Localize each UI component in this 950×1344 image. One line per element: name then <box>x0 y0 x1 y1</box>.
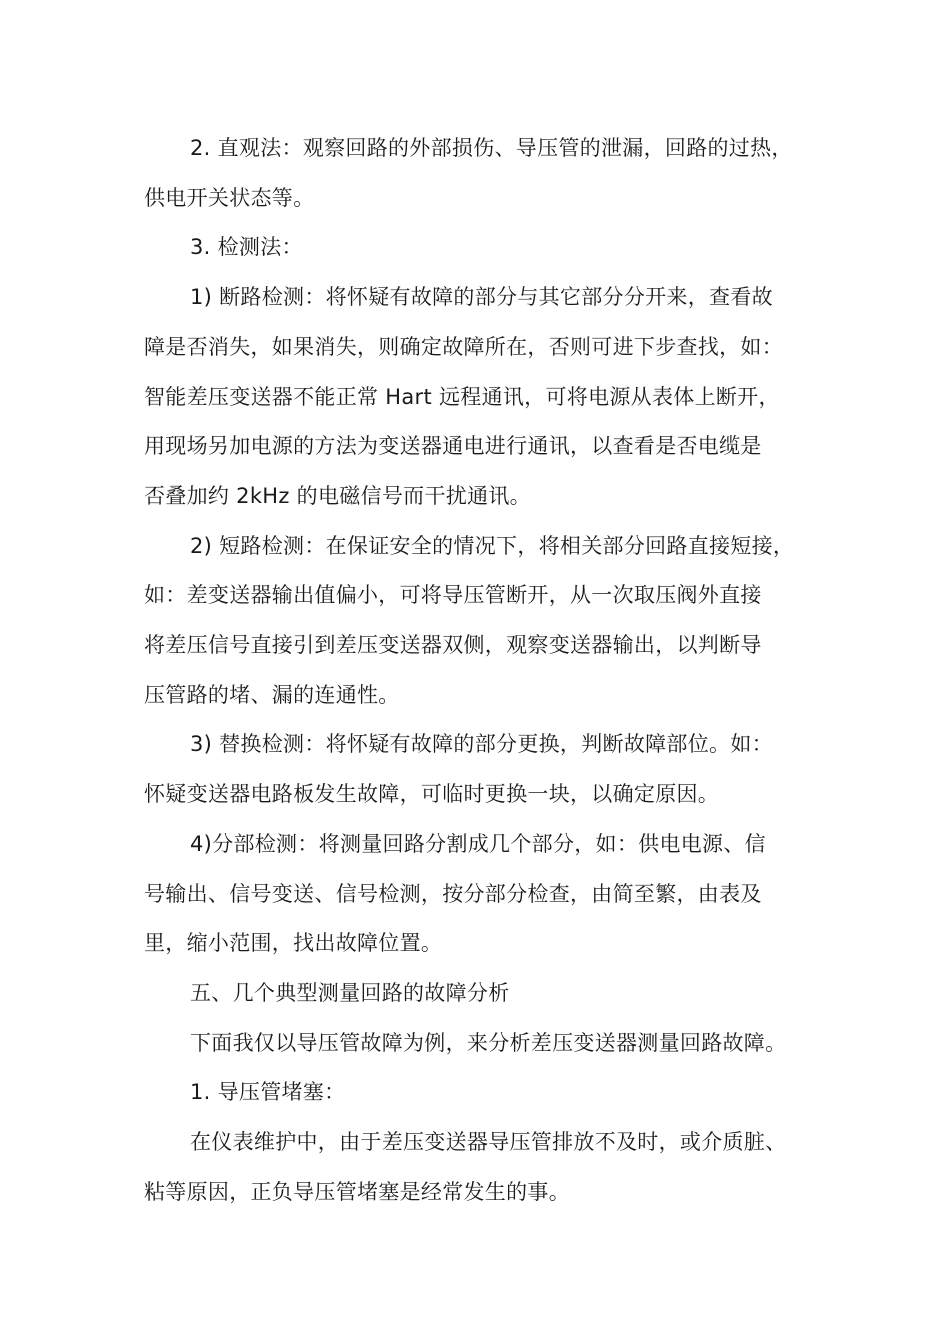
text-line: 如：差变送器输出值偏小，可将导压管断开，从一次取压阀外直接 <box>144 583 762 608</box>
section-heading-fault-analysis <box>144 969 834 1019</box>
text-line: 下面我仅以导压管故障为例，来分析差压变送器测量回路故障。 <box>190 1030 787 1055</box>
paragraph-replacement-detection <box>144 720 834 819</box>
paragraph-open-circuit-detection <box>144 273 834 522</box>
text-line: 3) 替换检测：将怀疑有故障的部分更换，判断故障部位。如： <box>190 732 773 757</box>
text-line: 用现场另加电源的方法为变送器通电进行通讯，以查看是否电缆是 <box>144 434 762 459</box>
paragraph-analysis-intro <box>144 1019 834 1069</box>
text-line: 里，缩小范围，找出故障位置。 <box>144 931 443 956</box>
text-line: 4)分部检测：将测量回路分割成几个部分，如：供电电源、信 <box>190 831 766 856</box>
paragraph-short-circuit-detection <box>144 522 834 721</box>
text-line: 2) 短路检测：在保证安全的情况下，将相关部分回路直接短接， <box>190 533 795 558</box>
text-line: 五、几个典型测量回路的故障分析 <box>190 980 510 1005</box>
text-line: 压管路的堵、漏的连通性。 <box>144 682 400 707</box>
paragraph-intuitive-method <box>144 124 834 223</box>
paragraph-pipe-blockage <box>144 1118 834 1217</box>
text-line: 粘等原因，正负导压管堵塞是经常发生的事。 <box>144 1179 570 1204</box>
text-line: 障是否消失，如果消失，则确定故障所在，否则可进下步查找，如： <box>144 334 783 359</box>
text-line: 在仪表维护中，由于差压变送器导压管排放不及时，或介质脏、 <box>190 1130 787 1155</box>
text-line: 3. 检测法： <box>190 235 303 260</box>
text-line: 2. 直观法：观察回路的外部损伤、导压管的泄漏，回路的过热， <box>190 136 793 160</box>
paragraph-sectional-detection <box>144 820 834 969</box>
document-body <box>144 124 834 1217</box>
paragraph-detection-method <box>144 223 834 273</box>
text-line: 智能差压变送器不能正常 Hart 远程通讯，可将电源从表体上断开， <box>144 384 780 409</box>
text-line: 1) 断路检测：将怀疑有故障的部分与其它部分分开来，查看故 <box>190 285 773 310</box>
text-line: 怀疑变送器电路板发生故障，可临时更换一块，以确定原因。 <box>144 782 720 807</box>
subheading-pipe-blockage <box>144 1068 834 1118</box>
text-line: 将差压信号直接引到差压变送器双侧，观察变送器输出，以判断导 <box>144 633 762 658</box>
text-line: 1. 导压管堵塞： <box>190 1080 346 1105</box>
text-line: 供电开关状态等。 <box>144 185 315 210</box>
text-line: 号输出、信号变送、信号检测，按分部分检查，由简至繁，由表及 <box>144 881 762 906</box>
text-line: 否叠加约 2kHz 的电磁信号而干扰通讯。 <box>144 483 531 508</box>
